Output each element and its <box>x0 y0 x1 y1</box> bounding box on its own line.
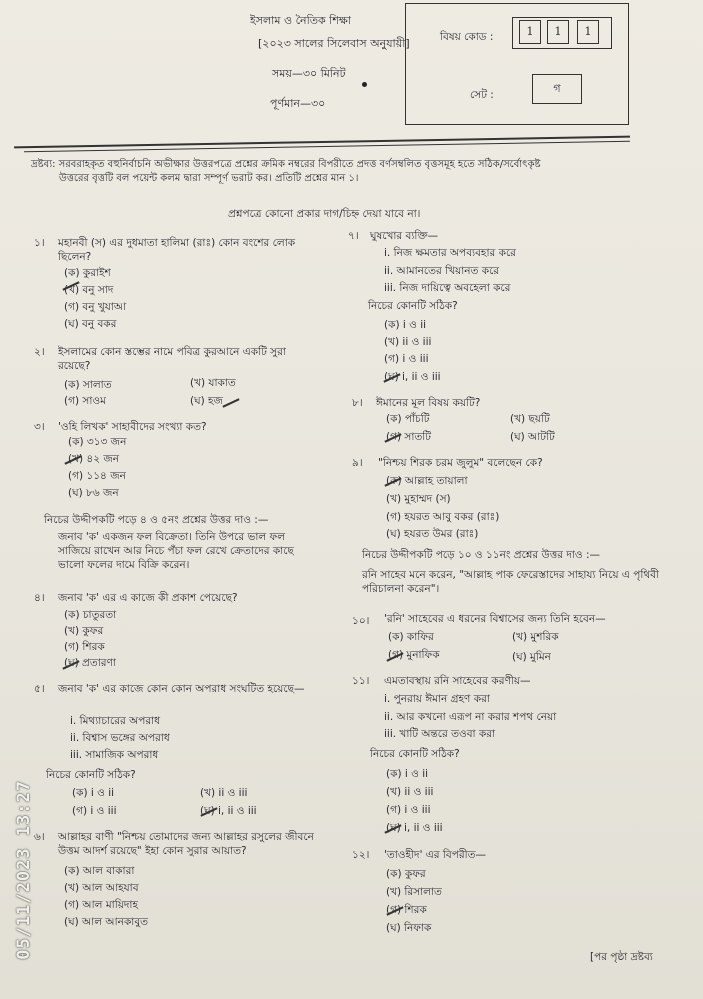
option: (ঘ) হযরত উমর (রাঃ) <box>386 528 479 540</box>
option: (খ) ছয়টি <box>510 413 550 425</box>
option: (খ) রিসালাত <box>386 886 442 898</box>
option: (গ) ১১৪ জন <box>68 470 126 482</box>
which-correct: নিচের কোনটি সঠিক? <box>368 300 458 312</box>
which-correct: নিচের কোনটি সঠিক? <box>370 748 460 760</box>
option: (গ) i ও iii <box>386 804 431 816</box>
option: (খ) মুহাম্মদ (স) <box>386 493 451 505</box>
option: (গ) সাতটি <box>386 431 431 443</box>
option: (ক) আল্লাহ তায়ালা <box>386 475 468 487</box>
subject-code-digit: 1 <box>519 20 541 44</box>
question-text: মহানবী (স) এর দুধমাতা হালিমা (রাঃ) কোন বংশের লোক ছিলেন? <box>58 237 296 263</box>
question-number: ১২। <box>352 849 370 861</box>
option: (খ) ii ও iii <box>384 336 432 348</box>
no-marks-note: প্রশ্নপত্রে কোনো প্রকার দাগ/চিহ্ন দেয়া যাবে না। <box>228 208 421 220</box>
statement: iii. নিজ দায়িত্বে অবহেলা করে <box>384 282 511 294</box>
subject-code-digit: 1 <box>577 20 599 44</box>
option: (ক) i ও ii <box>386 768 429 780</box>
statement: i. পুনরায় ঈমান গ্রহণ করা <box>384 693 490 705</box>
option: (ঘ) i, ii ও iii <box>200 805 257 817</box>
statement: iii. সামাজিক অপরাধ <box>70 749 159 761</box>
next-page-note: [পর পৃষ্ঠা দ্রষ্টব্য <box>590 951 653 963</box>
instruction-text: দ্রষ্টব্য: সরবরাহকৃত বহুনির্বাচনি অভীক্ষার উত্তরপত্রে প্রশ্নের ক্রমিক নম্বরের বিপরীতে প্রদত্ত বর্ণসম্বলিত বৃত্তসমূহ হতে সঠিক/সর্বোৎকৃষ্ট উত্তরের বৃত্তটি বল পয়েন্ট কলম দ্বারা সম্পূর্ণ ভরাট কর। প্রতিটি প্রশ্নের মান ১। <box>31 159 541 184</box>
option: (গ) বনু খুযাআ <box>64 301 127 313</box>
question-text: ঈমানের মূল বিষয় কয়টি? <box>376 397 481 409</box>
question-number: ৭। <box>348 230 359 242</box>
option: (গ) i ও iii <box>72 805 117 817</box>
stimulus-intro: নিচের উদ্দীপকটি পড়ে ১০ ও ১১নং প্রশ্নের উত্তর দাও :— <box>362 549 600 561</box>
option: (গ) সাওম <box>64 395 106 407</box>
option: (খ) বনু সাদ <box>64 284 114 296</box>
option: (গ) আল মায়িদাহ <box>64 899 138 911</box>
set-label: সেট : <box>470 89 494 101</box>
subject-title: ইসলাম ও নৈতিক শিক্ষা <box>250 14 351 27</box>
question-text: 'ওহি লিখক' সাহাবীদের সংখ্যা কত? <box>58 421 207 433</box>
option: (ঘ) মুমিন <box>512 651 551 663</box>
option: (ক) আল বাকারা <box>64 865 135 877</box>
question-number: ৩। <box>34 421 45 433</box>
question-text: জনাব 'ক' এর এ কাজে কী প্রকাশ পেয়েছে? <box>58 592 238 604</box>
photo-timestamp: 05/11/2023 13:27 <box>14 780 34 960</box>
option: (খ) আল আহযাব <box>64 882 139 894</box>
question-number: ৯। <box>352 457 363 469</box>
question-number: ১১। <box>352 675 370 687</box>
option: (ক) কুফর <box>386 868 426 880</box>
option: (খ) ii ও iii <box>386 786 434 798</box>
subject-code-label: বিষয় কোড : <box>440 31 494 43</box>
question-number: ৮। <box>352 397 363 409</box>
option: (ক) পাঁচটি <box>386 413 430 425</box>
full-marks-label: পূর্ণমান—৩০ <box>270 97 326 110</box>
question-text: এমতাবস্থায় রনি সাহেবের করণীয়— <box>384 675 531 687</box>
question-number: ১০। <box>352 615 370 627</box>
option: (গ) শিরক <box>386 904 427 916</box>
stimulus-text: রনি সাহেব মনে করেন, "আল্লাহ পাক ফেরেস্তাদের সাহায্য নিয়ে এ পৃথিবী পরিচালনা করেন"। <box>362 569 659 595</box>
statement: ii. আর কখনো এরূপ না করার শপথ নেয়া <box>384 711 557 723</box>
option: (গ) হযরত আবু বকর (রাঃ) <box>386 511 500 523</box>
which-correct: নিচের কোনটি সঠিক? <box>46 769 136 781</box>
question-number: ২। <box>34 346 45 358</box>
option: (ক) চাতুরতা <box>64 609 117 621</box>
stimulus-text: জনাব 'ক' একজন ফল বিক্রেতা। তিনি উপরে ভাল ফল সাজিয়ে রাখেন আর নিচে পঁচা ফল রেখে ক্রেতাদের কাছে ভালো ফলের দামে বিক্রি করেন। <box>58 531 294 571</box>
option: (ঘ) নিফাক <box>386 922 432 934</box>
option: (ঘ) আটটি <box>510 431 555 443</box>
stimulus-intro: নিচের উদ্দীপকটি পড়ে ৪ ও ৫নং প্রশ্নের উত্তর দাও :— <box>44 514 269 526</box>
answer-tick <box>222 398 239 407</box>
question-number: ৬। <box>34 831 45 843</box>
option: (ক) i ও ii <box>72 787 115 799</box>
statement: i. নিজ ক্ষমতার অপব্যবহার করে <box>384 247 516 259</box>
question-text: 'রনি' সাহেবের এ ধরনের বিশ্বাসের জন্য তিনি হবেন— <box>384 613 606 625</box>
option: (ঘ) i, ii ও iii <box>384 371 441 383</box>
question-text: ঘুষখোর ব্যক্তি— <box>370 230 439 242</box>
option: (ঘ) ৮৬ জন <box>68 487 119 499</box>
option: (ঘ) বনু বকর <box>64 318 117 330</box>
option: (খ) ii ও iii <box>200 787 248 799</box>
option: (খ) মুশরিক <box>512 631 559 643</box>
dot-mark <box>362 82 367 87</box>
set-value: গ <box>532 74 582 104</box>
option: (ঘ) আল আনকাবুত <box>64 916 149 928</box>
option: (ক) সালাত <box>64 379 112 391</box>
question-text: আল্লাহর বাণী "নিশ্চয় তোমাদের জন্য আল্লাহর রসুলের জীবনে উত্তম আদর্শ রয়েছে" ইহা কোন সুরার আয়াত? <box>58 831 314 857</box>
option: (ক) কাফির <box>388 631 434 643</box>
statement: ii. আমানতের খিয়ানত করে <box>384 265 500 277</box>
question-number: ১। <box>34 237 45 249</box>
option: (খ) যাকাত <box>190 377 236 389</box>
option: (ঘ) i, ii ও iii <box>386 822 443 834</box>
question-text: "নিশ্চয় শিরক চরম জুলুম" বলেছেন কে? <box>378 457 543 469</box>
option: (ক) ৩১৩ জন <box>68 436 127 448</box>
subject-code-digit: 1 <box>547 20 569 44</box>
question-number: ৪। <box>34 592 45 604</box>
time-label: সময়—৩০ মিনিট <box>272 67 346 80</box>
syllabus-note: [২০২৩ সালের সিলেবাস অনুযায়ী] <box>258 37 410 50</box>
option: (ঘ) প্রতারণা <box>64 657 116 669</box>
option: (খ) কুফর <box>64 625 104 637</box>
option: (গ) i ও iii <box>384 353 429 365</box>
option: (ক) কুরাইশ <box>64 267 111 279</box>
question-text: জনাব 'ক' এর কাজে কোন কোন অপরাধ সংঘটিত হয়েছে— <box>58 683 305 695</box>
option: (গ) মুনাফিক <box>388 649 440 661</box>
option: (ক) i ও ii <box>384 319 427 331</box>
statement: ii. বিশ্বাস ভঙ্গের অপরাধ <box>70 732 170 744</box>
statement: iii. খাটি অন্তরে তওবা করা <box>384 728 496 740</box>
option: (ঘ) হজ <box>190 395 223 407</box>
statement: i. মিথ্যাচারের অপরাধ <box>70 715 161 727</box>
option: (গ) শিরক <box>64 641 105 653</box>
question-number: ৫। <box>34 683 45 695</box>
question-text: ইসলামের কোন স্তম্ভের নামে পবিত্র কুরআনে একটি সুরা রয়েছে? <box>58 346 286 372</box>
question-text: 'তাওহীদ' এর বিপরীত— <box>384 849 487 861</box>
option: (খ) ৪২ জন <box>68 453 120 465</box>
